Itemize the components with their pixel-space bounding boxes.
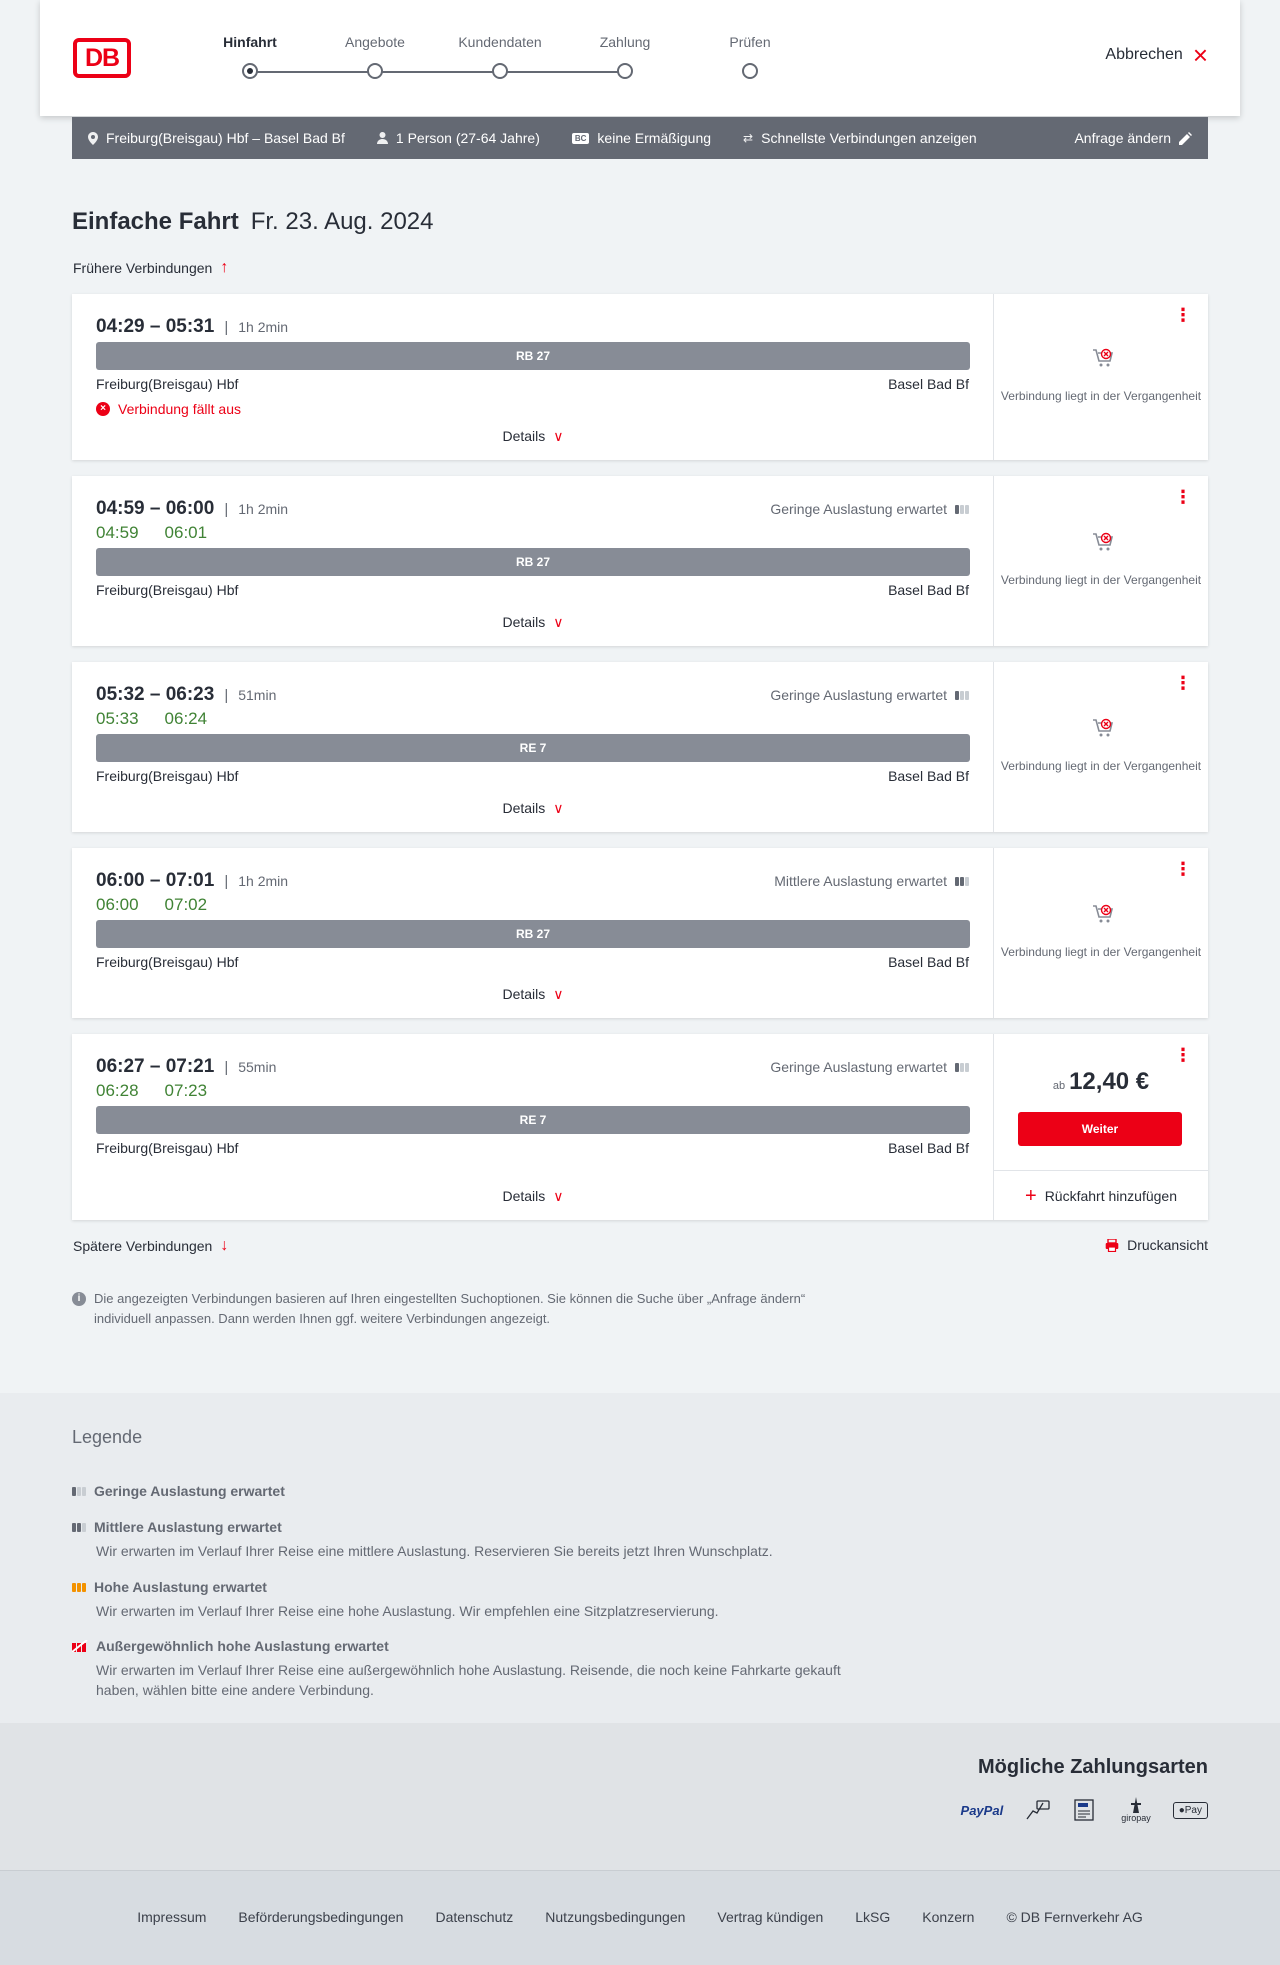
realtime-arrival: 07:02 — [164, 895, 208, 914]
footer-link-befoerderungsbedingungen[interactable]: Beförderungsbedingungen — [238, 1909, 404, 1925]
details-toggle[interactable] — [72, 986, 994, 1003]
occupancy-text: Mittlere Auslastung erwartet — [774, 873, 947, 889]
connection-card[interactable] — [72, 294, 1208, 460]
origin-station: Freiburg(Breisgau) Hbf — [96, 954, 239, 970]
query-travellers — [377, 130, 540, 146]
legend-item-description: Wir erwarten im Verlauf Ihrer Reise eine hohe Auslastung. Wir empfehlen eine Sitzplatzreservierung. — [96, 1603, 719, 1619]
chevron-down-icon: ∨ — [553, 1188, 564, 1204]
footer-link-vertrag-kuendigen[interactable]: Vertrag kündigen — [717, 1909, 824, 1925]
later-connections-link[interactable] — [73, 1237, 228, 1255]
query-option — [743, 130, 977, 146]
cancel-label: Abbrechen — [1105, 46, 1183, 63]
giropay-label: giropay — [1121, 1813, 1151, 1823]
query-option-text: Schnellste Verbindungen anzeigen — [761, 130, 977, 146]
duration: 51min — [238, 687, 277, 703]
footer-copyright: © DB Fernverkehr AG — [1006, 1909, 1143, 1925]
payment-icons — [961, 1795, 1208, 1825]
connection-info — [72, 1034, 994, 1220]
step-dot — [492, 63, 508, 79]
legend-item-label: Außergewöhnlich hohe Auslastung erwartet — [96, 1638, 389, 1654]
paypal-label: PayPal — [960, 1802, 1004, 1818]
realtime-departure: 04:59 — [96, 523, 139, 542]
offer-panel — [994, 1034, 1208, 1220]
destination-station: Basel Bad Bf — [888, 768, 969, 784]
person-icon — [377, 132, 388, 144]
price — [994, 1068, 1208, 1096]
realtime-departure: 06:28 — [96, 1081, 139, 1100]
origin-station: Freiburg(Breisgau) Hbf — [96, 582, 239, 598]
destination-station: Basel Bad Bf — [888, 954, 969, 970]
scheduled-times: 06:27 – 07:21 — [96, 1056, 215, 1077]
pencil-icon — [1179, 132, 1192, 145]
scheduled-times: 04:29 – 05:31 — [96, 316, 215, 337]
paypal-icon — [961, 1795, 1004, 1825]
realtime-arrival: 07:23 — [164, 1081, 208, 1100]
occupancy-low-icon — [955, 505, 969, 514]
details-label: Details — [502, 800, 546, 816]
connection-times — [96, 870, 288, 892]
query-discount-text: keine Ermäßigung — [597, 130, 712, 146]
price-prefix: ab — [1052, 1080, 1066, 1092]
train-bar[interactable]: RE 7 — [96, 1106, 970, 1134]
step-hinfahrt — [190, 34, 310, 54]
payment-methods-section — [0, 1723, 1280, 1870]
trip-type: Einfache Fahrt — [72, 208, 239, 235]
occupancy-low-icon — [955, 1063, 969, 1072]
origin-station: Freiburg(Breisgau) Hbf — [96, 768, 239, 784]
destination-station: Basel Bad Bf — [888, 582, 969, 598]
connection-times — [96, 1056, 276, 1078]
step-label: Prüfen — [729, 34, 771, 50]
connection-card[interactable] — [72, 848, 1208, 1018]
cancellation-notice — [96, 401, 241, 417]
separator: | — [224, 318, 229, 336]
connection-info — [72, 662, 994, 832]
legend-item-label: Hohe Auslastung erwartet — [94, 1579, 267, 1595]
destination-station: Basel Bad Bf — [888, 376, 969, 392]
step-dot — [242, 63, 258, 79]
scheduled-times: 04:59 – 06:00 — [96, 498, 215, 519]
separator: | — [224, 1058, 229, 1076]
details-label: Details — [502, 1188, 546, 1204]
legend-item-description: Wir erwarten im Verlauf Ihrer Reise eine außergewöhnlich hohe Auslastung. Reisende, die noch keine Fahrkarte gekauft haben, wählen bitte eine andere Verbindung. — [96, 1662, 841, 1698]
occupancy-indicator — [774, 873, 969, 889]
realtime-times — [96, 1081, 207, 1101]
offer-panel — [994, 848, 1208, 1018]
close-icon: × — [1192, 40, 1208, 70]
past-connection-note: Verbindung liegt in der Vergangenheit — [1000, 573, 1202, 587]
query-route — [88, 130, 345, 146]
realtime-times — [96, 523, 207, 543]
print-view-label: Druckansicht — [1127, 1237, 1208, 1253]
price-amount: 12,40 € — [1069, 1068, 1150, 1095]
footer-link-lksg[interactable]: LkSG — [855, 1909, 891, 1925]
train-bar[interactable]: RB 27 — [96, 342, 970, 370]
offer-panel — [994, 662, 1208, 832]
chevron-down-icon: ∨ — [553, 986, 564, 1002]
realtime-departure: 05:33 — [96, 709, 139, 728]
occupancy-indicator — [770, 687, 969, 703]
step-label: Hinfahrt — [223, 34, 277, 50]
edit-query-label: Anfrage ändern — [1074, 130, 1171, 146]
print-view-link[interactable] — [1105, 1237, 1208, 1253]
query-travellers-text: 1 Person (27-64 Jahre) — [395, 130, 540, 146]
origin-station: Freiburg(Breisgau) Hbf — [96, 376, 239, 392]
train-bar[interactable]: RE 7 — [96, 734, 970, 762]
edit-query-button[interactable] — [1074, 130, 1192, 146]
step-dot — [367, 63, 383, 79]
step-angebote — [315, 34, 435, 54]
apple-pay-icon — [1173, 1795, 1208, 1825]
details-toggle[interactable] — [72, 428, 994, 445]
search-info-note — [72, 1289, 852, 1329]
connection-card[interactable] — [72, 476, 1208, 646]
connection-times — [96, 498, 288, 520]
details-label: Details — [502, 614, 546, 630]
duration: 1h 2min — [238, 319, 289, 335]
legend-item-medium — [72, 1519, 972, 1561]
apple-logo-icon: ● — [1178, 1804, 1185, 1816]
more-options-icon[interactable]: ⋮ — [1174, 487, 1192, 507]
add-return-trip-button[interactable] — [994, 1170, 1208, 1220]
occupancy-medium-icon — [72, 1523, 86, 1532]
past-connection-note: Verbindung liegt in der Vergangenheit — [1000, 759, 1202, 773]
destination-station: Basel Bad Bf — [888, 1140, 969, 1156]
separator: | — [224, 500, 229, 518]
footer-link-konzern[interactable]: Konzern — [922, 1909, 975, 1925]
train-bar[interactable]: RB 27 — [96, 548, 970, 576]
earlier-connections-link[interactable] — [73, 259, 228, 277]
separator: | — [224, 872, 229, 890]
step-kundendaten — [440, 34, 560, 54]
occupancy-indicator — [770, 1059, 969, 1075]
connection-times — [96, 684, 276, 706]
query-discount — [572, 130, 711, 146]
occupancy-text: Geringe Auslastung erwartet — [770, 1059, 947, 1075]
page-title — [72, 208, 434, 236]
cart-unavailable-icon — [1091, 716, 1115, 740]
connection-card[interactable] — [72, 662, 1208, 832]
occupancy-low-icon — [955, 691, 969, 700]
step-pruefen — [690, 34, 810, 54]
realtime-arrival: 06:24 — [164, 709, 208, 728]
chevron-down-icon: ∨ — [553, 614, 564, 630]
legend-item-description: Wir erwarten im Verlauf Ihrer Reise eine mittlere Auslastung. Reservieren Sie bereits jetzt Ihren Wunschplatz. — [96, 1543, 773, 1559]
sepa-direct-debit-icon — [1073, 1795, 1099, 1825]
duration: 55min — [238, 1059, 277, 1075]
connection-times — [96, 316, 288, 338]
search-info-text: Die angezeigten Verbindungen basieren auf Ihren eingestellten Suchoptionen. Sie können die Suche über „Anfrage ändern“ individuell anpassen. Dann werden Ihnen ggf. weitere Verbindungen angezeigt. — [94, 1291, 806, 1326]
details-label: Details — [502, 428, 546, 444]
cart-unavailable-icon — [1091, 346, 1115, 370]
add-return-trip-label: Rückfahrt hinzufügen — [1044, 1187, 1177, 1204]
apple-pay-label: Pay — [1184, 1804, 1202, 1816]
bahncard-icon: BC — [572, 133, 590, 144]
cancellation-text: Verbindung fällt aus — [118, 401, 241, 417]
footer-link-nutzungsbedingungen[interactable]: Nutzungsbedingungen — [545, 1909, 686, 1925]
connection-card[interactable] — [72, 1034, 1208, 1220]
legend-section — [0, 1393, 1280, 1723]
occupancy-medium-icon — [955, 877, 969, 886]
cancel-x-icon: × — [96, 402, 110, 416]
legend-item-label: Mittlere Auslastung erwartet — [94, 1519, 282, 1535]
trip-date: Fr. 23. Aug. 2024 — [250, 208, 434, 235]
occupancy-text: Geringe Auslastung erwartet — [770, 501, 947, 517]
legend-title: Legende — [72, 1427, 143, 1447]
details-label: Details — [502, 986, 546, 1002]
more-options-icon[interactable]: ⋮ — [1174, 673, 1192, 693]
footer-link-impressum[interactable]: Impressum — [137, 1909, 207, 1925]
credit-card-hand-icon — [1025, 1795, 1051, 1825]
offer-panel — [994, 294, 1208, 460]
scheduled-times: 05:32 – 06:23 — [96, 684, 215, 705]
top-header — [40, 0, 1240, 116]
printer-icon — [1105, 1239, 1119, 1252]
step-label: Kundendaten — [458, 34, 542, 50]
details-toggle[interactable] — [72, 800, 994, 817]
past-connection-note: Verbindung liegt in der Vergangenheit — [1000, 389, 1202, 403]
query-route-text: Freiburg(Breisgau) Hbf – Basel Bad Bf — [106, 130, 345, 146]
duration: 1h 2min — [238, 501, 289, 517]
cancel-button[interactable] — [1105, 40, 1208, 70]
occupancy-text: Geringe Auslastung erwartet — [770, 687, 947, 703]
db-logo[interactable]: DB — [73, 38, 131, 78]
step-label: Zahlung — [599, 34, 651, 50]
legend-item-label: Geringe Auslastung erwartet — [94, 1483, 285, 1499]
occupancy-low-icon — [72, 1487, 86, 1496]
duration: 1h 2min — [238, 873, 289, 889]
giropay-icon — [1121, 1795, 1151, 1825]
cart-unavailable-icon — [1091, 530, 1115, 554]
step-dot — [742, 63, 758, 79]
progress-steps — [210, 34, 771, 84]
swap-arrows-icon: ⇄ — [743, 131, 754, 145]
progress-line — [250, 71, 625, 73]
details-toggle[interactable] — [72, 614, 994, 631]
legend-item-exceptional — [72, 1638, 972, 1700]
more-options-icon[interactable]: ⋮ — [1174, 305, 1192, 325]
legend-item-low — [72, 1483, 972, 1499]
more-options-icon[interactable]: ⋮ — [1174, 859, 1192, 879]
tower-icon — [1128, 1797, 1144, 1813]
connection-info — [72, 294, 994, 460]
realtime-departure: 06:00 — [96, 895, 139, 914]
query-summary-bar — [72, 117, 1208, 159]
realtime-times — [96, 895, 207, 915]
realtime-arrival: 06:01 — [164, 523, 208, 542]
earlier-connections-label: Frühere Verbindungen — [73, 260, 213, 276]
page-footer — [0, 1870, 1280, 1965]
step-dot — [617, 63, 633, 79]
occupancy-indicator — [770, 501, 969, 517]
train-bar[interactable]: RB 27 — [96, 920, 970, 948]
offer-panel — [994, 476, 1208, 646]
footer-links — [0, 1909, 1280, 1925]
occupancy-exceptional-icon — [72, 1640, 88, 1652]
arrow-down-icon: ↓ — [220, 1237, 229, 1254]
step-zahlung — [565, 34, 685, 54]
later-connections-label: Spätere Verbindungen — [73, 1238, 213, 1254]
arrow-up-icon: ↑ — [220, 259, 229, 276]
payment-methods-title: Mögliche Zahlungsarten — [977, 1756, 1208, 1778]
legend-item-high — [72, 1579, 972, 1621]
separator: | — [224, 686, 229, 704]
continue-button[interactable]: Weiter — [1018, 1112, 1182, 1146]
step-label: Angebote — [345, 34, 405, 50]
chevron-down-icon: ∨ — [553, 428, 564, 444]
connection-info — [72, 476, 994, 646]
origin-station: Freiburg(Breisgau) Hbf — [96, 1140, 239, 1156]
location-pin-icon — [88, 132, 98, 145]
chevron-down-icon: ∨ — [553, 800, 564, 816]
occupancy-high-icon — [72, 1583, 86, 1592]
past-connection-note: Verbindung liegt in der Vergangenheit — [1000, 945, 1202, 959]
realtime-times — [96, 709, 207, 729]
info-icon: i — [72, 1292, 86, 1306]
scheduled-times: 06:00 – 07:01 — [96, 870, 215, 891]
cart-unavailable-icon — [1091, 902, 1115, 926]
plus-icon: + — [1025, 1184, 1037, 1207]
footer-link-datenschutz[interactable]: Datenschutz — [435, 1909, 514, 1925]
details-toggle[interactable] — [72, 1188, 994, 1205]
connection-info — [72, 848, 994, 1018]
more-options-icon[interactable]: ⋮ — [1174, 1045, 1192, 1065]
